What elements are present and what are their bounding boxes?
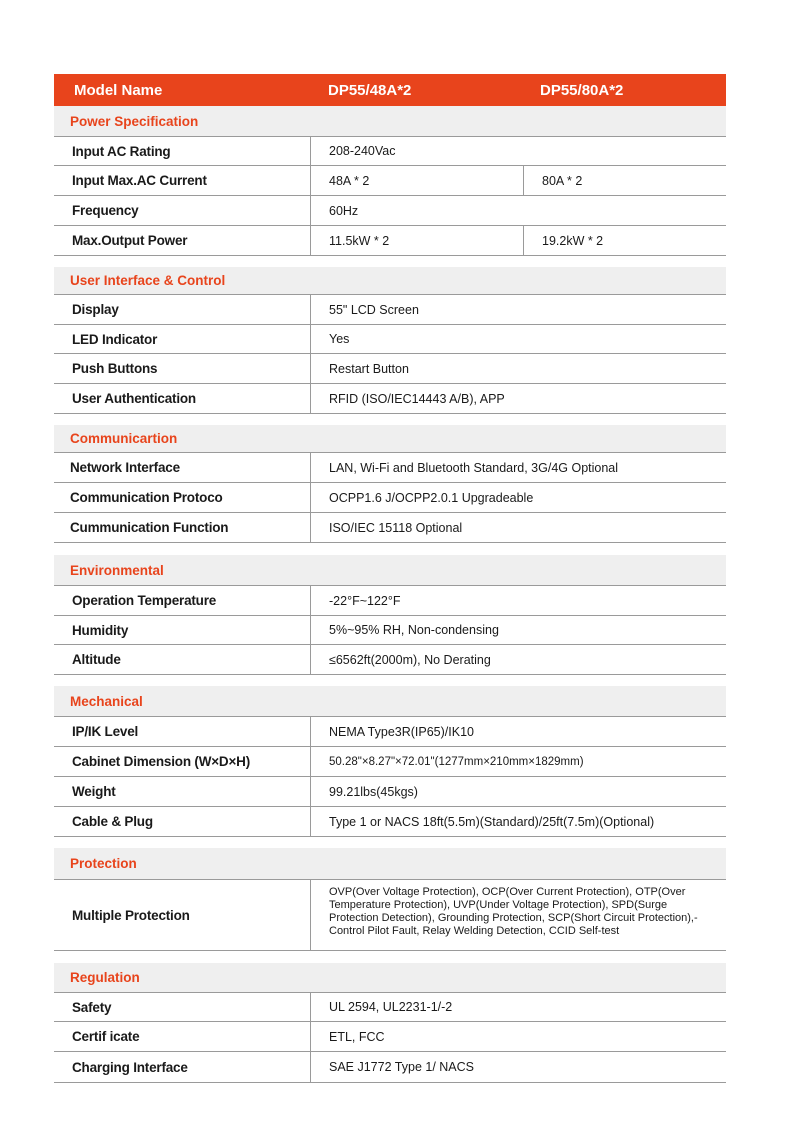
table-row: [54, 747, 726, 777]
table-row: [54, 483, 726, 513]
table-header: [54, 74, 726, 106]
table-row: [54, 586, 726, 616]
row-label: Operation Temperature: [72, 593, 217, 608]
section-power: [54, 106, 726, 256]
row-label: Cabinet Dimension (W×D×H): [72, 754, 251, 769]
section-title-environmental: Environmental: [54, 555, 726, 585]
table-row: [54, 513, 726, 543]
table-row: [54, 616, 726, 645]
table-row: [54, 777, 726, 807]
row-value-a: 11.5kW * 2: [310, 226, 523, 255]
row-label: Weight: [72, 784, 116, 799]
row-value: 60Hz: [310, 196, 726, 225]
row-value: Yes: [310, 325, 726, 353]
row-label: Safety: [72, 999, 112, 1015]
row-value: 5%~95% RH, Non-condensing: [310, 616, 726, 644]
row-label: Certif icate: [72, 1029, 140, 1044]
row-label: Humidity: [72, 622, 129, 638]
row-label: Cummunication Function: [70, 520, 229, 535]
row-label: Input AC Rating: [72, 143, 171, 159]
table-row: [54, 384, 726, 414]
row-label: User Authentication: [72, 391, 196, 406]
section-title-communication: Communicartion: [54, 425, 726, 452]
row-value: RFID (ISO/IEC14443 A/B), APP: [310, 384, 726, 413]
row-value-b: 80A * 2: [523, 166, 726, 195]
row-value: LAN, Wi-Fi and Bluetooth Standard, 3G/4G Optional: [310, 453, 726, 482]
table-row: [54, 1052, 726, 1083]
row-label: Push Buttons: [72, 361, 158, 376]
table-row: [54, 880, 726, 951]
row-label: Frequency: [72, 203, 139, 218]
header-model-b: DP55/80A*2: [540, 81, 624, 99]
row-label: Cable & Plug: [72, 814, 153, 829]
row-label: Charging Interface: [72, 1059, 188, 1075]
row-value: ISO/IEC 15118 Optional: [310, 513, 726, 542]
section-ui: [54, 267, 726, 414]
table-row: [54, 717, 726, 747]
row-value: 208-240Vac: [310, 137, 726, 165]
table-row: [54, 325, 726, 354]
row-value: OCPP1.6 J/OCPP2.0.1 Upgradeable: [310, 483, 726, 512]
header-model-name: Model Name: [74, 81, 163, 99]
table-row: [54, 295, 726, 325]
table-row: [54, 807, 726, 837]
table-row: [54, 166, 726, 196]
section-title-regulation: Regulation: [54, 963, 726, 992]
row-value: ≤6562ft(2000m), No Derating: [310, 645, 726, 674]
table-row: [54, 645, 726, 675]
row-value: NEMA Type3R(IP65)/IK10: [310, 717, 726, 746]
row-label: Communication Protoco: [70, 490, 223, 505]
row-value: Type 1 or NACS 18ft(5.5m)(Standard)/25ft(7.5m)(Optional): [310, 807, 726, 836]
row-value: 55" LCD Screen: [310, 295, 726, 324]
section-title-ui: User Interface & Control: [54, 267, 726, 294]
section-title-power: Power Specification: [54, 106, 726, 136]
row-label: Multiple Protection: [72, 907, 190, 923]
row-value: OVP(Over Voltage Protection), OCP(Over Current Protection), OTP(Over Temperature Protection), UVP(Under Voltage Protection), SPD(Surge Protection Detection), Grounding Protection, SCP(Short Circuit Protection),-Control Pilot Fault, Relay Welding Detection, CCID Self-test: [310, 880, 726, 950]
row-label: Network Interface: [70, 460, 180, 475]
row-label: Display: [72, 302, 119, 317]
section-mechanical: [54, 686, 726, 837]
row-value: ETL, FCC: [310, 1022, 726, 1051]
table-row: [54, 196, 726, 226]
row-label: Altitude: [72, 652, 121, 667]
row-label: IP/IK Level: [72, 724, 139, 739]
row-value: 99.21lbs(45kgs): [310, 777, 726, 806]
section-regulation: [54, 963, 726, 1083]
row-value-a: 48A * 2: [310, 166, 523, 195]
row-value-b: 19.2kW * 2: [523, 226, 726, 255]
row-label: Max.Output Power: [72, 233, 188, 248]
row-value: Restart Button: [310, 354, 726, 383]
header-model-a: DP55/48A*2: [328, 81, 412, 99]
table-row: [54, 354, 726, 384]
row-value: -22°F~122°F: [310, 586, 726, 615]
section-title-mechanical: Mechanical: [54, 686, 726, 716]
table-row: [54, 993, 726, 1022]
table-row: [54, 137, 726, 166]
section-protection: [54, 848, 726, 951]
row-value: UL 2594, UL2231-1/-2: [310, 993, 726, 1021]
row-label: LED Indicator: [72, 331, 158, 347]
row-value: SAE J1772 Type 1/ NACS: [310, 1052, 726, 1082]
table-row: [54, 1022, 726, 1052]
spec-sheet: [54, 74, 726, 1083]
table-row: [54, 453, 726, 483]
section-communication: [54, 425, 726, 543]
table-row: [54, 226, 726, 256]
row-label: Input Max.AC Current: [72, 173, 207, 188]
section-environmental: [54, 555, 726, 675]
section-title-protection: Protection: [54, 848, 726, 879]
row-value: 50.28"×8.27"×72.01"(1277mm×210mm×1829mm): [310, 747, 726, 776]
